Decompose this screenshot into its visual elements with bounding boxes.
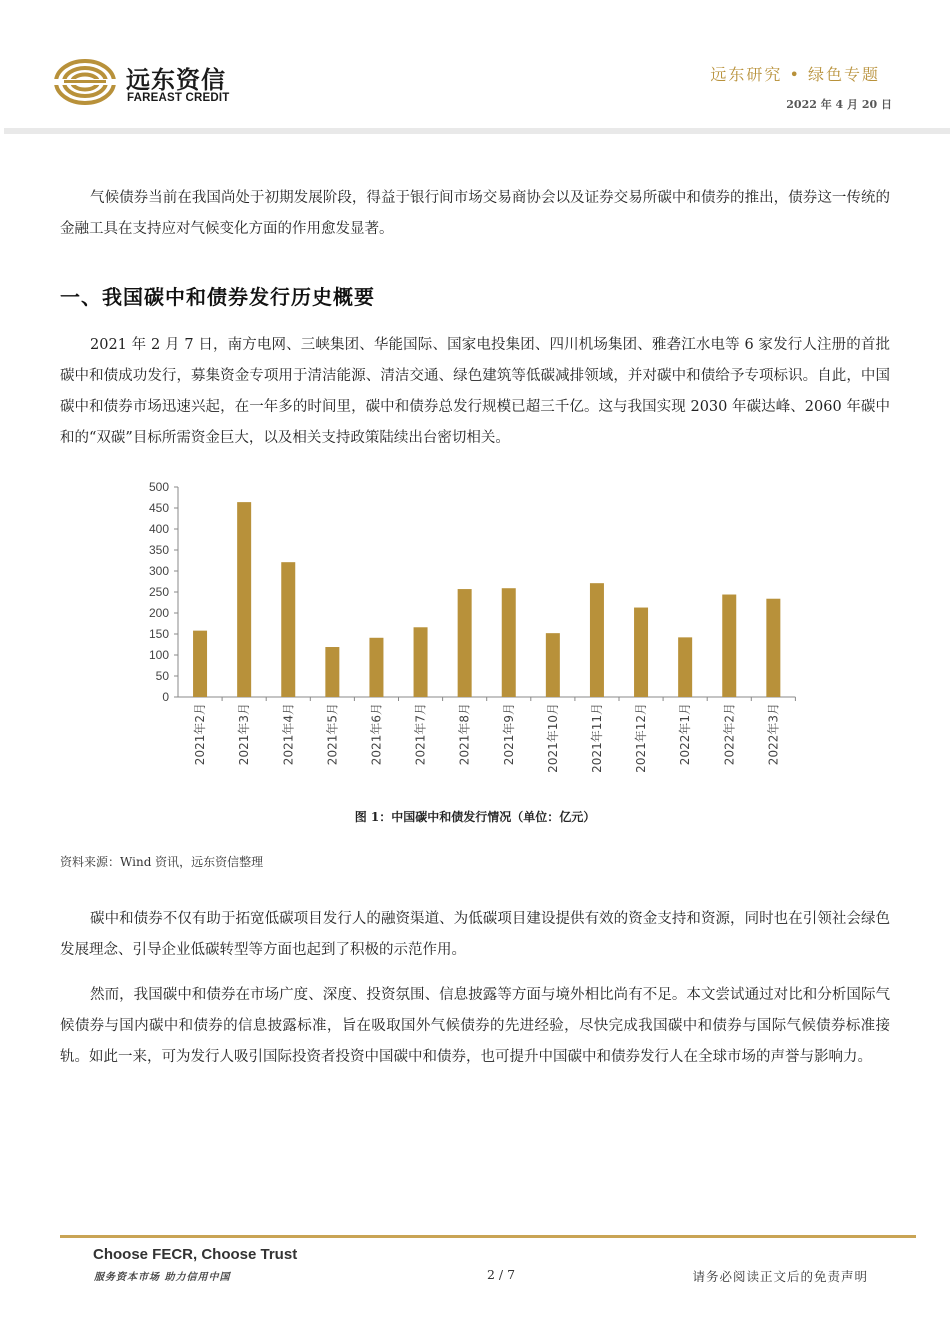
bar: [369, 638, 383, 697]
section-paragraph: 2021 年 2 月 7 日，南方电网、三峡集团、华能国际、国家电投集团、四川机场集团、雅砻江水电等 6 家发行人注册的首批碳中和债成功发行，募集资金专项用于清洁能源、清洁交通、绿色建筑等低碳减排领域，并对碳中和债给予专项标识。自此，中国碳中和债券市场迅速兴起，在一年多的时间里，碳中和债券总发行规模已超三千亿。这与我国实现 2030 年碳达峰、2060 年碳中和的“双碳”目标所需资金巨大，以及相关支持政策陆续出台密切相关。: [60, 337, 890, 446]
y-tick-label: 350: [148, 543, 169, 557]
footer-divider: [60, 1235, 916, 1238]
y-tick-label: 0: [162, 690, 169, 704]
y-tick-label: 300: [148, 564, 169, 578]
report-date: 2022 年 4 月 20 日: [786, 98, 892, 111]
y-tick-label: 200: [148, 606, 169, 620]
y-tick-label: 50: [155, 669, 169, 683]
x-tick-label: 2021年11月: [589, 703, 604, 773]
logo-text-en: FAREAST CREDIT: [127, 92, 230, 104]
intro-paragraph: 气候债券当前在我国尚处于初期发展阶段，得益于银行间市场交易商协会以及证券交易所碳中和债券的推出，债券这一传统的金融工具在支持应对气候变化方面的作用愈发显著。: [60, 190, 890, 237]
company-logo-icon: [54, 58, 116, 106]
report-series: 远东研究 • 绿色专题: [710, 65, 880, 84]
y-tick-label: 400: [148, 522, 169, 536]
y-tick-label: 100: [148, 648, 169, 662]
bar: [414, 627, 428, 697]
bar: [766, 599, 780, 697]
x-tick-label: 2021年8月: [457, 703, 472, 766]
x-tick-label: 2021年4月: [281, 703, 296, 766]
footer-disclaimer: 请务必阅读正文后的免责声明: [692, 1269, 868, 1284]
x-tick-label: 2021年12月: [634, 703, 649, 773]
x-tick-label: 2022年1月: [678, 703, 693, 766]
x-tick-label: 2021年10月: [545, 703, 560, 773]
footer-tagline: Choose FECR, Choose Trust: [93, 1246, 298, 1263]
bar: [237, 502, 251, 697]
bar: [281, 562, 295, 697]
bar: [193, 631, 207, 697]
page-number: 2 / 7: [486, 1267, 516, 1282]
bar: [325, 647, 339, 697]
x-tick-label: 2021年5月: [325, 703, 340, 766]
paragraph-2: 碳中和债券不仅有助于拓宽低碳项目发行人的融资渠道、为低碳项目建设提供有效的资金支持和资源，同时也在引领社会绿色发展理念、引导企业低碳转型等方面也起到了积极的示范作用。: [60, 911, 890, 958]
y-tick-label: 500: [148, 480, 169, 494]
bar: [722, 595, 736, 697]
x-tick-label: 2021年3月: [237, 703, 252, 766]
x-tick-label: 2022年3月: [766, 703, 781, 766]
bar: [634, 608, 648, 697]
footer-slogan: 服务资本市场 助力信用中国: [94, 1272, 231, 1283]
y-tick-label: 150: [148, 627, 169, 641]
header-divider: [4, 128, 950, 134]
x-tick-label: 2021年9月: [501, 703, 516, 766]
x-tick-label: 2022年2月: [722, 703, 737, 766]
logo-text-cn: 远东资信: [126, 66, 226, 94]
bar: [590, 583, 604, 697]
x-tick-label: 2021年6月: [369, 703, 384, 766]
figure-caption: 图 1：中国碳中和债发行情况（单位：亿元）: [354, 810, 596, 824]
bar: [546, 633, 560, 697]
x-tick-label: 2021年2月: [193, 703, 208, 766]
y-tick-label: 450: [148, 501, 169, 515]
paragraph-3: 然而，我国碳中和债券在市场广度、深度、投资氛围、信息披露等方面与境外相比尚有不足。本文尝试通过对比和分析国际气候债券与国内碳中和债券的信息披露标准，旨在吸取国外气候债券的先进经验，尽快完成我国碳中和债券与国际气候债券标准接轨。如此一来，可为发行人吸引国际投资者投资中国碳中和债券，也可提升中国碳中和债券发行人在全球市场的声誉与影响力。: [60, 987, 890, 1065]
y-tick-label: 250: [148, 585, 169, 599]
section-heading: 一、我国碳中和债券发行历史概要: [60, 285, 375, 309]
data-source: 资料来源：Wind 资讯，远东资信整理: [60, 855, 264, 869]
bar: [678, 637, 692, 697]
bar: [458, 589, 472, 697]
bar: [502, 588, 516, 697]
bond-issuance-bar-chart: [130, 478, 810, 788]
x-tick-label: 2021年7月: [413, 703, 428, 766]
